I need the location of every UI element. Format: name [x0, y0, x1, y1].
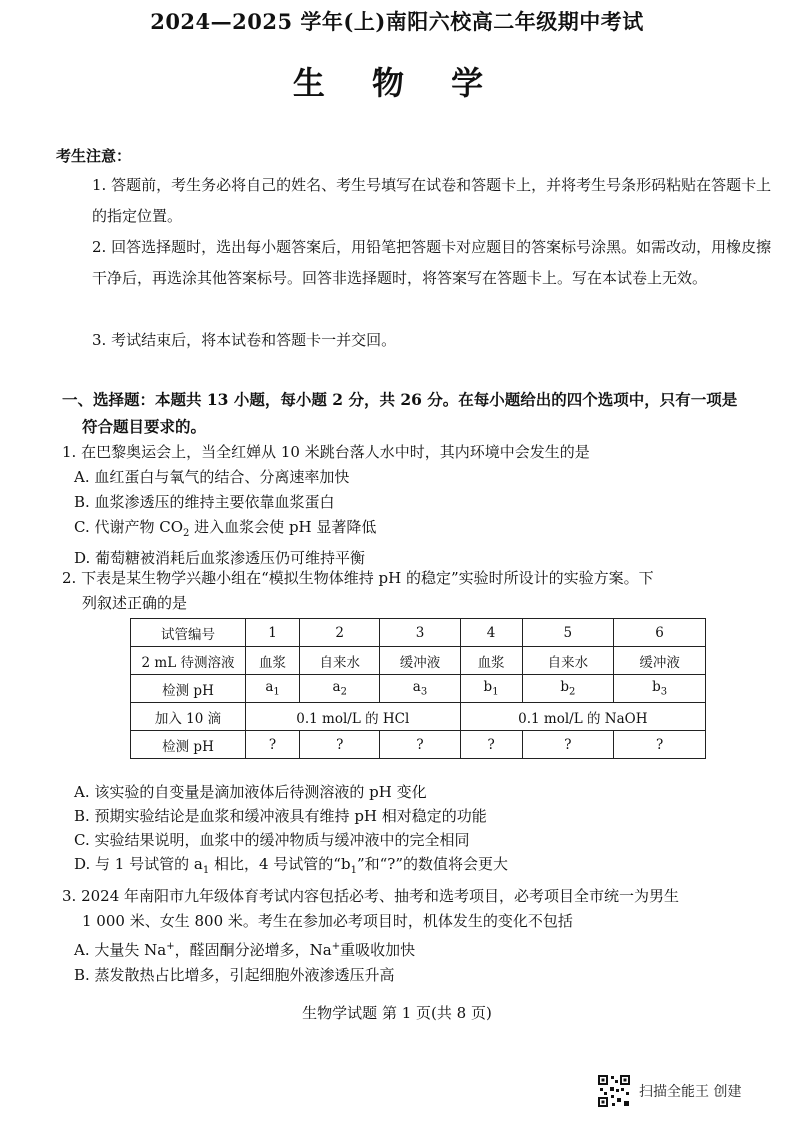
table-cell — [246, 675, 300, 703]
subscript: 1 — [350, 865, 357, 876]
question-1-stem: 1. 在巴黎奥运会上，当全红婵从 10 米跳台落人水中时，其内环境中会发生的是 — [62, 443, 590, 461]
table-row — [131, 675, 706, 703]
table-cell: 试管编号 — [131, 619, 246, 647]
page-title: 生 物 学 — [292, 64, 502, 102]
notice-text-2: 2. 回答选择题时，选出每小题答案后，用铅笔把答题卡对应题目的答案标号涂黑。如需改动，用橡皮擦干净后，再选涂其他答案标号。回答非选择题时，将答案写在答题卡上。写在本试卷上无效。 — [92, 238, 772, 287]
question-2-option-a: A. 该实验的自变量是滴加液体后待测溶液的 pH 变化 — [74, 783, 427, 801]
table-cell — [522, 675, 614, 703]
question-2-option-b: B. 预期实验结论是血浆和缓冲液具有维持 pH 相对稳定的功能 — [74, 807, 487, 825]
option-a-text: A. 大量失 Na — [74, 941, 167, 959]
table-cell — [300, 675, 380, 703]
cell-var: a — [332, 679, 341, 696]
table-row — [131, 731, 706, 759]
question-3 — [62, 884, 774, 988]
subscript: 2 — [340, 686, 347, 698]
table-cell: 1 — [246, 619, 300, 647]
table-cell: 血浆 — [460, 647, 522, 675]
table-cell: 0.1 mol/L 的 NaOH — [460, 703, 705, 731]
table-cell: 自来水 — [300, 647, 380, 675]
table-cell: 5 — [522, 619, 614, 647]
table-cell: 自来水 — [522, 647, 614, 675]
option-d-text-mid: 相比，4 号试管的“b — [209, 855, 351, 873]
question-2-stem-line-1: 2. 下表是某生物学兴趣小组在“模拟生物体维持 pH 的稳定”实验时所设计的实验方案。下 — [62, 569, 654, 587]
watermark-text: 扫描全能王 创建 — [639, 1084, 742, 1100]
question-1-option-a: A. 血红蛋白与氧气的结合、分离速率加快 — [74, 468, 350, 486]
qr-code-icon — [597, 1074, 631, 1108]
exam-header: 2024—2025 学年(上)南阳六校高二年级期中考试 — [150, 9, 644, 34]
subscript: 3 — [660, 686, 668, 698]
scanner-watermark — [597, 1074, 741, 1108]
question-1 — [62, 440, 774, 571]
option-a-text-mid: ，醛固酮分泌增多，Na — [174, 941, 332, 959]
table-cell — [614, 675, 706, 703]
section-line-1: 一、选择题：本题共 13 小题，每小题 2 分，共 26 分。在每小题给出的四个选项中，只有一项是 — [62, 390, 738, 409]
question-2 — [62, 566, 774, 616]
table-cell: ? — [246, 731, 300, 759]
section-line-2: 符合题目要求的。 — [82, 417, 207, 436]
cell-var: b — [483, 679, 493, 696]
table-cell: 6 — [614, 619, 706, 647]
table-cell: ? — [460, 731, 522, 759]
notice-item-2 — [92, 232, 772, 294]
subscript: 2 — [183, 528, 190, 539]
option-c-text-rest: 进入血浆会使 pH 显著降低 — [189, 518, 377, 536]
option-d-text-rest: ”和“?”的数值将会更大 — [356, 855, 508, 873]
notice-item-3 — [92, 325, 772, 356]
cell-var: a — [412, 679, 421, 696]
question-2-options — [74, 780, 774, 883]
table-cell: 缓冲液 — [380, 647, 460, 675]
table-cell: ? — [522, 731, 614, 759]
section-heading — [62, 386, 772, 440]
table-cell — [380, 675, 460, 703]
table-cell: 检测 pH — [131, 675, 246, 703]
table-cell: 4 — [460, 619, 522, 647]
notice-text-1: 1. 答题前，考生务必将自己的姓名、考生号填写在试卷和答题卡上，并将考生号条形码粘贴在答题卡上的指定位置。 — [92, 176, 772, 225]
question-1-option-c — [62, 515, 774, 546]
page-footer: 生物学试题 第 1 页(共 8 页) — [302, 1004, 492, 1022]
cell-var: b — [560, 679, 569, 696]
table-cell: 2 — [300, 619, 380, 647]
superscript: + — [331, 941, 341, 952]
notice-text-3: 3. 考试结束后，将本试卷和答题卡一并交回。 — [92, 331, 397, 349]
table-row — [131, 619, 706, 647]
table-row — [131, 647, 706, 675]
option-c-text: C. 代谢产物 CO — [74, 518, 184, 536]
table-cell: 0.1 mol/L 的 HCl — [246, 703, 461, 731]
subscript: 2 — [568, 686, 576, 698]
table-cell: 3 — [380, 619, 460, 647]
option-d-text: D. 与 1 号试管的 a — [74, 855, 203, 873]
table-cell: 加入 10 滴 — [131, 703, 246, 731]
question-3-option-b: B. 蒸发散热占比增多，引起细胞外液渗透压升高 — [74, 966, 395, 984]
question-3-option-a — [62, 934, 774, 963]
question-2-stem-line-2: 列叙述正确的是 — [82, 594, 188, 612]
question-3-stem-line-1: 3. 2024 年南阳市九年级体育考试内容包括必考、抽考和选考项目，必考项目全市统一为男生 — [62, 887, 680, 905]
subscript: 1 — [202, 865, 210, 876]
table-cell — [460, 675, 522, 703]
experiment-table — [130, 618, 706, 759]
cell-var: b — [652, 679, 661, 696]
question-2-option-c: C. 实验结果说明，血浆中的缓冲物质与缓冲液中的完全相同 — [74, 831, 470, 849]
question-2-option-d — [74, 852, 774, 883]
question-1-option-b: B. 血浆渗透压的维持主要依靠血浆蛋白 — [74, 493, 335, 511]
table-cell: 缓冲液 — [614, 647, 706, 675]
subscript: 3 — [420, 686, 428, 698]
table-cell: 2 mL 待测溶液 — [131, 647, 246, 675]
table-row — [131, 703, 706, 731]
subscript: 1 — [492, 686, 499, 698]
table-cell: 检测 pH — [131, 731, 246, 759]
superscript: + — [166, 941, 175, 952]
notice-heading: 考生注意： — [56, 147, 132, 165]
option-a-text-rest: 重吸收加快 — [340, 941, 416, 959]
subscript: 1 — [273, 686, 280, 698]
table-cell: ? — [614, 731, 706, 759]
table-cell: 血浆 — [246, 647, 300, 675]
question-1-option-d: D. 葡萄糖被消耗后血浆渗透压仍可维持平衡 — [74, 549, 366, 567]
cell-var: a — [265, 679, 274, 696]
table-cell: ? — [380, 731, 460, 759]
question-3-stem-line-2: 1 000 米、女生 800 米。考生在参加必考项目时，机体发生的变化不包括 — [82, 912, 573, 930]
notice-item-1 — [92, 170, 772, 232]
table-cell: ? — [300, 731, 380, 759]
